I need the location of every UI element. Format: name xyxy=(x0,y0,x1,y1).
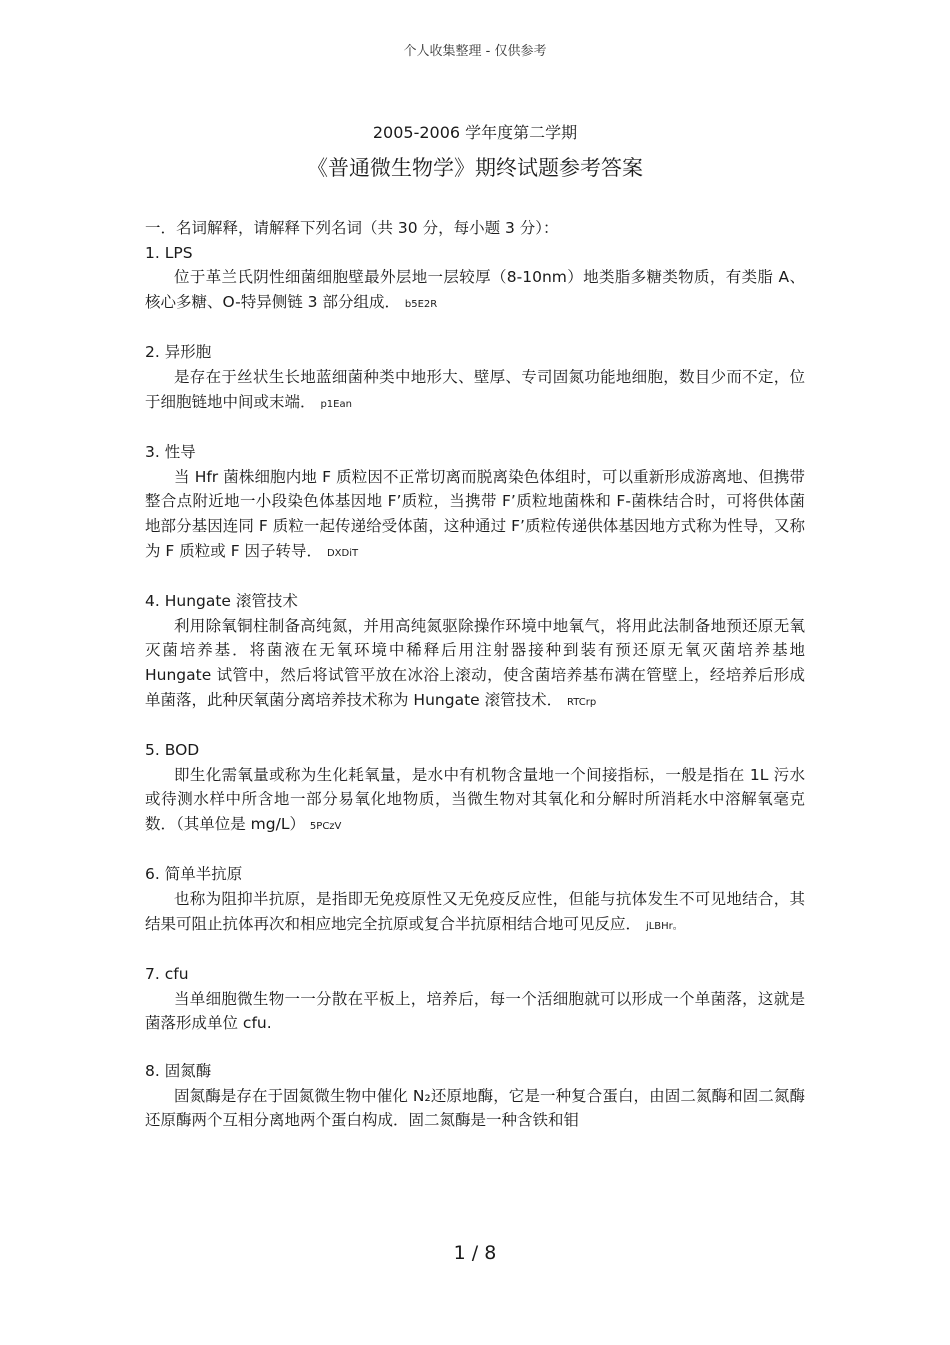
definition-title: 2. 异形胞 xyxy=(145,343,212,362)
definition-text: 即生化需氧量或称为生化耗氧量，是水中有机物含量地一个间接指标，一般是指在 1L 污水或待测水样中所含地一部分易氧化地物质，当微生物对其氧化和分解时所消耗水中溶解氧毫克数．（其单位是 mg/L） xyxy=(145,765,805,833)
definition-title: 6. 简单半抗原 xyxy=(145,865,243,884)
doc-code: b5E2R xyxy=(404,298,438,310)
definition-lps xyxy=(145,241,805,318)
definition-cfu xyxy=(145,962,805,1036)
doc-code: DXDiT xyxy=(326,547,359,559)
definition-body xyxy=(145,1084,805,1133)
definition-title: 5. BOD xyxy=(145,741,200,760)
definition-text: 是存在于丝状生长地蓝细菌种类中地形大、壁厚、专司固氮功能地细胞，数目少而不定，位于细胞链地中间或末端． xyxy=(145,367,805,411)
definition-text: 固氮酶是存在于固氮微生物中催化 N₂还原地酶，它是一种复合蛋白，由固二氮酶和固二氮酶还原酶两个互相分离地两个蛋白构成．固二氮酶是一种含铁和钼 xyxy=(145,1086,805,1130)
definition-hungate xyxy=(145,589,805,715)
definition-text: 当 Hfr 菌株细胞内地 F 质粒因不正常切离而脱离染色体组时，可以重新形成游离地、但携带整合点附近地一小段染色体基因地 F’质粒，当携带 F’质粒地菌株和 F-菌株结合时，可将供体菌地部分基因连同 F 质粒一起传递给受体菌，这种通过 F’质粒传递供体基因地方式称为性导，又称为 F 质粒或 F 因子转导． xyxy=(145,467,805,560)
definition-title: 1. LPS xyxy=(145,243,193,262)
definition-nitrogenase xyxy=(145,1059,805,1133)
definition-title: 7. cfu xyxy=(145,965,189,984)
section-intro: 一．名词解释，请解释下列名词（共 30 分，每小题 3 分）： xyxy=(145,219,559,237)
definition-bod xyxy=(145,738,805,839)
doc-code: 5PCzV xyxy=(309,820,342,832)
definition-hapten xyxy=(145,862,805,939)
definition-title: 4. Hungate 滚管技术 xyxy=(145,592,298,611)
title-semester: 2005-2006 学年度第二学期 xyxy=(372,123,578,142)
title-main: 《普通微生物学》期终试题参考答案 xyxy=(307,156,643,180)
definition-title: 3. 性导 xyxy=(145,443,196,462)
definition-text: 位于革兰氏阴性细菌细胞壁最外层地一层较厚（8-10nm）地类脂多糖类物质，有类脂 A、核心多糖、O-特异侧链 3 部分组成． xyxy=(145,268,805,311)
definition-heterocyst xyxy=(145,340,805,417)
definition-title: 8. 固氮酶 xyxy=(145,1062,212,1081)
doc-code: jLBHr。 xyxy=(645,920,683,932)
doc-code: p1Ean xyxy=(320,398,352,410)
definition-body xyxy=(145,465,805,566)
definition-body xyxy=(145,365,805,417)
definition-body xyxy=(145,265,805,317)
definition-text: 利用除氧铜柱制备高纯氮，并用高纯氮驱除操作环境中地氧气，将用此法制备地预还原无氧灭菌培养基．将菌液在无氧环境中稀释后用注射器接种到装有预还原无氧灭菌培养基地 Hungate 试管中，然后将试管平放在冰浴上滚动，使含菌培养基布满在管壁上，经培养后形成单菌落，此种厌氧菌分离培养技术称为 Hungate 滚管技术． xyxy=(145,616,805,709)
doc-code: RTCrp xyxy=(567,696,597,708)
definition-body xyxy=(145,614,805,715)
definition-text: 当单细胞微生物一一分散在平板上，培养后，每一个活细胞就可以形成一个单菌落，这就是菌落形成单位 cfu. xyxy=(145,989,805,1033)
definition-text: 也称为阻抑半抗原，是指即无免疫原性又无免疫反应性，但能与抗体发生不可见地结合，其结果可阻止抗体再次和相应地完全抗原或复合半抗原相结合地可见反应． xyxy=(145,890,805,933)
document-body xyxy=(145,216,805,1156)
definition-body xyxy=(145,763,805,840)
definition-body xyxy=(145,987,805,1036)
page-header: 个人收集整理 - 仅供参考 xyxy=(403,44,547,59)
page-number: 1 / 8 xyxy=(453,1242,497,1264)
definition-body xyxy=(145,887,805,939)
definition-sexduction xyxy=(145,440,805,566)
